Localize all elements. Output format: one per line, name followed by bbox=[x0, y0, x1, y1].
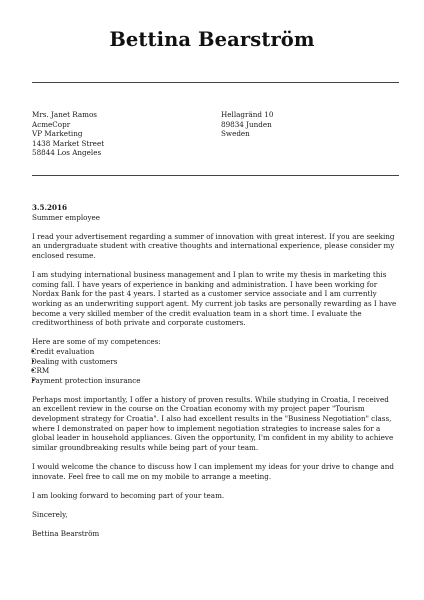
letter-date: 3.5.2016 bbox=[32, 203, 68, 212]
paragraph-experience: I am studying international business management and I plan to write my thesis in marketing this coming fall. I have years of experience in banking and administration. I have been working for Nordax Bank for the past 4 years. I started as a customer service associate and I am currently working as an underwriting support agent. My current job tasks are personally rewarding as I have become a very skilled member of the credit evaluation team in a short time. I evaluate the creditworthiness of both private and corporate customers. bbox=[32, 270, 397, 328]
recipient-line: 1438 Market Street bbox=[32, 138, 105, 148]
paragraph-intro: I read your advertisement regarding a summer of innovation with great interest. If you are seeking an undergraduate student with creative thoughts and international experience, please consider my enclosed resume. bbox=[32, 231, 395, 260]
competences-list bbox=[32, 347, 398, 385]
paragraph-closing-remark: I am looking forward to becoming part of your team. bbox=[32, 490, 225, 500]
recipient-line: AcmeCopr bbox=[32, 119, 71, 129]
signature-name: Bettina Bearström bbox=[32, 529, 100, 539]
sender-address-block bbox=[221, 110, 273, 139]
sender-name-heading: Bettina Bearström bbox=[109, 28, 315, 51]
sender-address-line: 89834 Junden bbox=[221, 119, 272, 129]
list-item: • Payment protection insurance bbox=[32, 376, 398, 386]
list-item: • Dealing with customers bbox=[32, 357, 398, 367]
list-item: • CRM bbox=[32, 366, 398, 376]
recipient-address-block bbox=[32, 110, 104, 158]
competences-intro: Here are some of my competences: bbox=[32, 337, 161, 347]
letter-body bbox=[32, 203, 398, 539]
address-divider bbox=[32, 175, 399, 176]
paragraph-meeting: I would welcome the chance to discuss how I can implement my ideas for your drive to change and innovate. Feel free to call me on my mobile to arrange a meeting. bbox=[32, 462, 394, 481]
paragraph-results: Perhaps most importantly, I offer a history of proven results. While studying in Croatia, I received an excellent review in the course on the Croatian economy with my project paper "Tourism development strategy for Croatia". I also had excellent results in the "Business Negotiation" class, where I demonstrated on paper how to implement negotiation strategies to increase sales for a global leader in household appliances. Given the opportunity, I'm confident in my ability to achieve similar groundbreaking results while being part of your team. bbox=[32, 394, 394, 452]
header-divider bbox=[32, 82, 399, 83]
closing-salutation: Sincerely, bbox=[32, 510, 68, 519]
letter-subject: Summer employee bbox=[32, 212, 101, 222]
recipient-line: Mrs. Janet Ramos bbox=[32, 110, 97, 119]
recipient-line: 58844 Los Angeles bbox=[32, 148, 102, 158]
sender-address-line: Sweden bbox=[221, 129, 250, 139]
recipient-line: VP Marketing bbox=[32, 129, 83, 139]
list-item: • Credit evaluation bbox=[32, 347, 398, 357]
sender-address-line: Hellagränd 10 bbox=[221, 110, 274, 119]
